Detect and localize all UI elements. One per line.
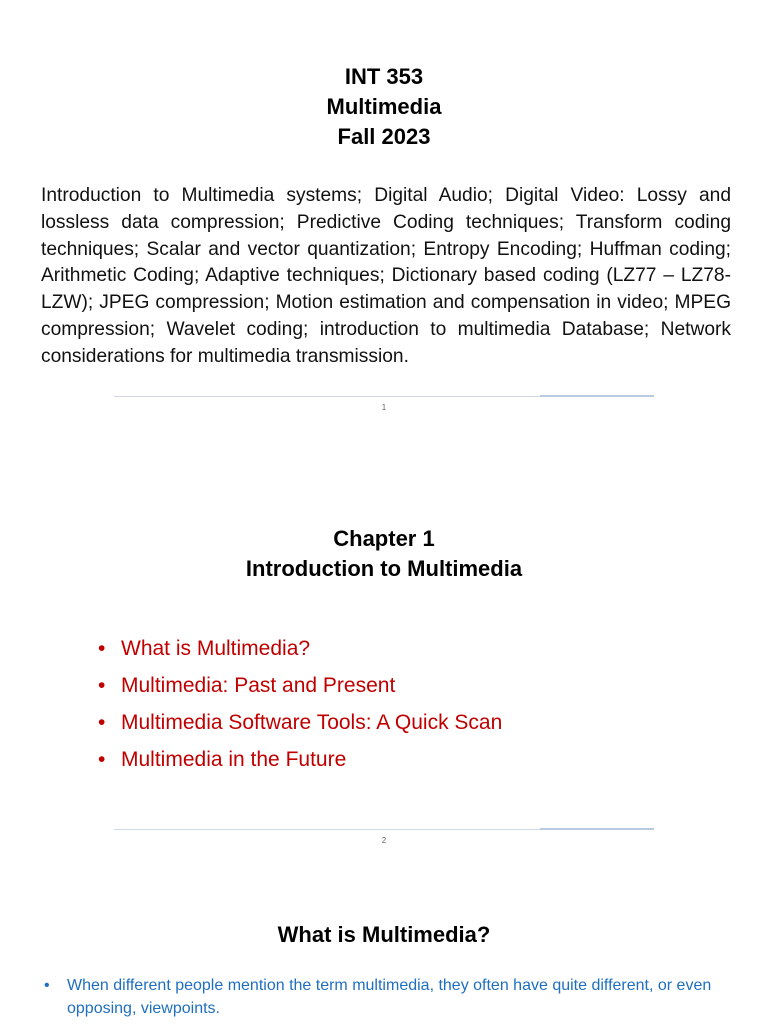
course-term: Fall 2023 <box>337 124 431 149</box>
slide-divider-accent-2 <box>540 828 654 830</box>
page-number-2: 2 <box>381 836 387 845</box>
course-code: INT 353 <box>344 64 424 89</box>
slide-divider-accent-1 <box>540 395 654 397</box>
chapter-title <box>0 524 768 584</box>
list-item <box>98 741 502 778</box>
section-heading: What is Multimedia? <box>277 922 491 947</box>
chapter-topics-list <box>98 630 502 778</box>
course-name: Multimedia <box>326 94 442 119</box>
page-number-1: 1 <box>381 403 387 412</box>
list-item <box>98 704 502 741</box>
chapter-number: Chapter 1 <box>333 526 435 551</box>
bullet-text: When different people mention the term multimedia, they often have quite different, or even opposing, viewpoints. <box>67 977 712 1017</box>
chapter-name: Introduction to Multimedia <box>245 556 523 581</box>
list-item <box>98 630 502 667</box>
topic-label: Multimedia in the Future <box>121 748 347 771</box>
bullet-icon: • <box>98 711 106 734</box>
list-item <box>44 974 734 1020</box>
topic-label: What is Multimedia? <box>121 637 311 660</box>
bullet-icon: • <box>98 674 106 697</box>
bullet-icon: • <box>98 637 106 660</box>
topic-label: Multimedia: Past and Present <box>121 674 396 697</box>
course-description: Introduction to Multimedia systems; Digital Audio; Digital Video: Lossy and lossless data compression; Predictive Coding techniques; Transform coding techniques; Scalar and vector quantization; Entropy Encoding; Huffman coding; Arithmetic Coding; Adaptive techniques; Dictionary based coding (LZ77 – LZ78-LZW); JPEG compression; Motion estimation and compensation in video; MPEG compression; Wavelet coding; introduction to multimedia Database; Network considerations for multimedia transmission. <box>41 185 731 367</box>
list-item <box>98 667 502 704</box>
topic-label: Multimedia Software Tools: A Quick Scan <box>121 711 503 734</box>
bullet-icon: • <box>98 748 106 771</box>
bullet-icon: • <box>44 977 50 994</box>
course-title <box>0 62 768 152</box>
